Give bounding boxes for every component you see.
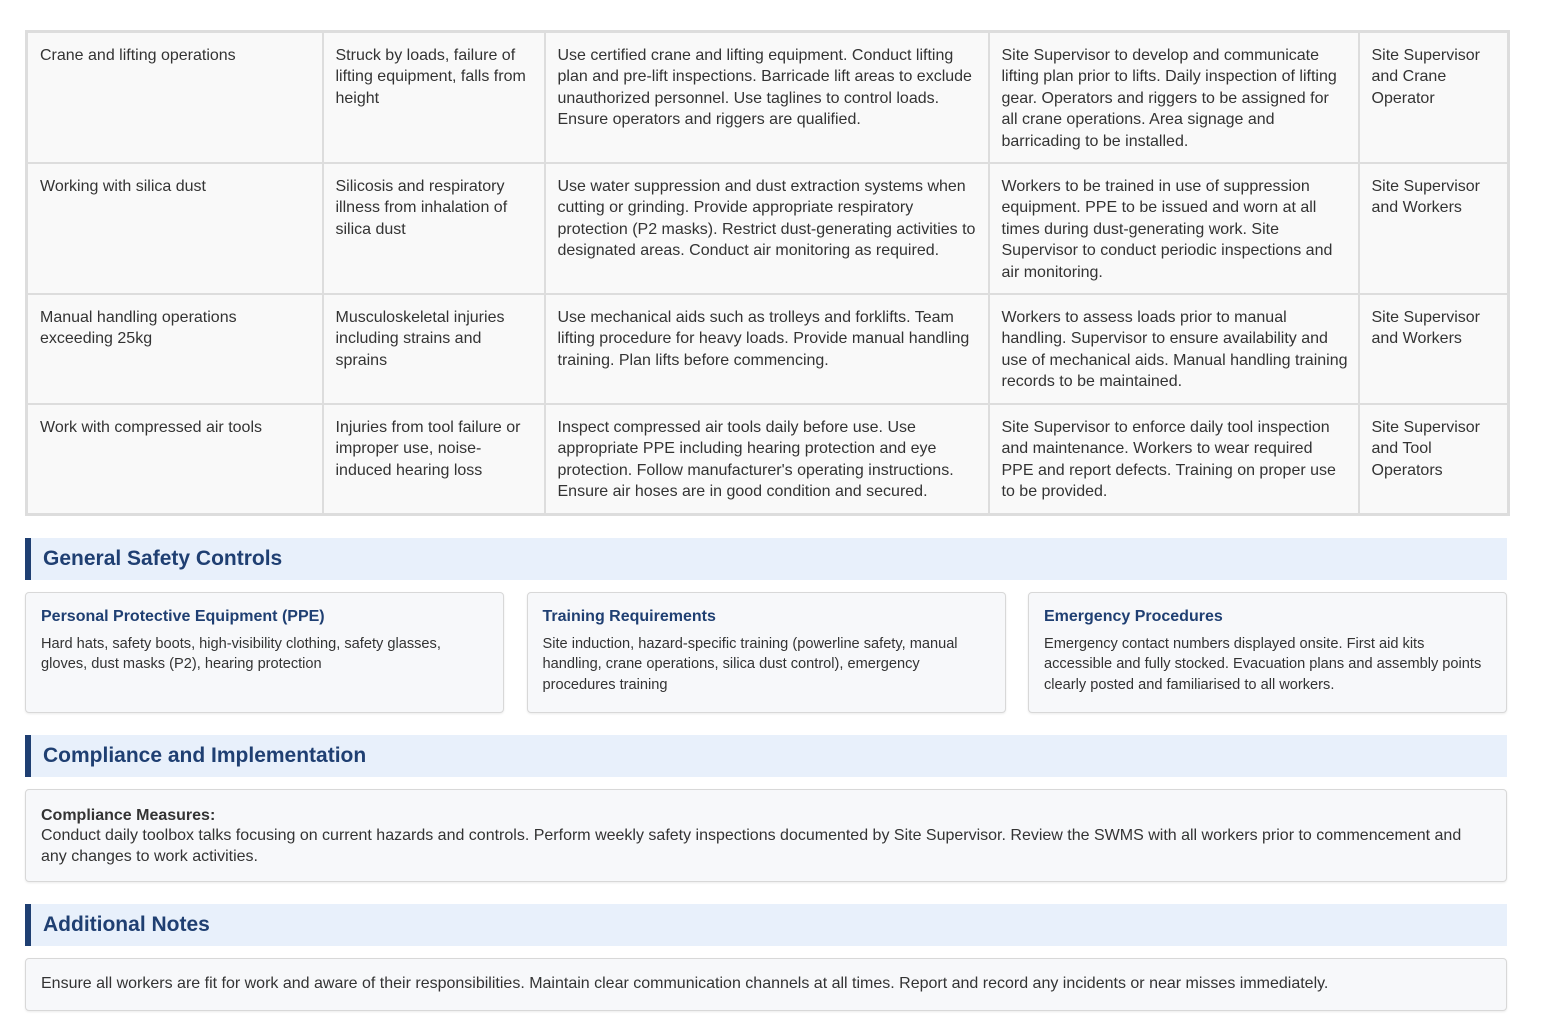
training-card-text: Site induction, hazard-specific training (powerline safety, manual handling, crane operations, silica dust control), emergency procedures training xyxy=(542,635,958,693)
emergency-card-title: Emergency Procedures xyxy=(1044,607,1223,625)
table-row xyxy=(27,163,1509,294)
swms-document xyxy=(25,30,1507,1011)
general-safety-heading: General Safety Controls xyxy=(25,538,1507,580)
emergency-card-text: Emergency contact numbers displayed onsite. First aid kits accessible and fully stocked. Evacuation plans and assembly points clearly posted and familiarised to all workers. xyxy=(1044,635,1482,693)
activity-cell: Crane and lifting operations xyxy=(27,32,323,164)
controls-cell: Use water suppression and dust extraction systems when cutting or grinding. Provide appropriate respiratory protection (P2 masks). Restrict dust-generating activities to designated areas. Conduct air monitoring as required. xyxy=(545,163,989,294)
activity-cell: Working with silica dust xyxy=(27,163,323,294)
table-row xyxy=(27,294,1509,404)
training-card xyxy=(527,592,1006,713)
ppe-card xyxy=(25,592,504,713)
hazard-cell: Musculoskeletal injuries including strains and sprains xyxy=(323,294,545,404)
training-card-title: Training Requirements xyxy=(542,607,716,625)
compliance-label: Compliance Measures: xyxy=(41,806,216,824)
compliance-text: Conduct daily toolbox talks focusing on current hazards and controls. Perform weekly safety inspections documented by Site Supervisor. Review the SWMS with all workers prior to commencement and any changes to work activities. xyxy=(41,827,1462,865)
compliance-box xyxy=(25,789,1507,883)
implementation-cell: Workers to be trained in use of suppression equipment. PPE to be issued and worn at all times during dust-generating work. Site Supervisor to conduct periodic inspections and air monitoring. xyxy=(989,163,1359,294)
activity-cell: Manual handling operations exceeding 25kg xyxy=(27,294,323,404)
ppe-card-title: Personal Protective Equipment (PPE) xyxy=(41,607,325,625)
implementation-cell: Site Supervisor to enforce daily tool inspection and maintenance. Workers to wear required PPE and report defects. Training on proper use to be provided. xyxy=(989,404,1359,514)
controls-cell: Use certified crane and lifting equipment. Conduct lifting plan and pre-lift inspections. Barricade lift areas to exclude unauthorized personnel. Use taglines to control loads. Ensure operators and riggers are qualified. xyxy=(545,32,989,164)
responsible-cell: Site Supervisor and Tool Operators xyxy=(1359,404,1509,514)
ppe-card-text: Hard hats, safety boots, high-visibility clothing, safety glasses, gloves, dust masks (P2), hearing protection xyxy=(41,635,441,673)
implementation-cell: Site Supervisor to develop and communicate lifting plan prior to lifts. Daily inspection of lifting gear. Operators and riggers to be assigned for all crane operations. Area signage and barricading to be installed. xyxy=(989,32,1359,164)
general-safety-cards xyxy=(25,592,1507,713)
notes-text: Ensure all workers are fit for work and aware of their responsibilities. Maintain clear communication channels at all times. Report and record any incidents or near misses immediately. xyxy=(41,975,1329,993)
responsible-cell: Site Supervisor and Workers xyxy=(1359,294,1509,404)
responsible-cell: Site Supervisor and Crane Operator xyxy=(1359,32,1509,164)
controls-cell: Inspect compressed air tools daily before use. Use appropriate PPE including hearing protection and eye protection. Follow manufacturer's operating instructions. Ensure air hoses are in good condition and secured. xyxy=(545,404,989,514)
responsible-cell: Site Supervisor and Workers xyxy=(1359,163,1509,294)
emergency-card xyxy=(1028,592,1507,713)
hazard-cell: Injuries from tool failure or improper use, noise-induced hearing loss xyxy=(323,404,545,514)
table-row xyxy=(27,404,1509,514)
notes-heading: Additional Notes xyxy=(25,904,1507,946)
table-row xyxy=(27,32,1509,164)
compliance-heading: Compliance and Implementation xyxy=(25,735,1507,777)
implementation-cell: Workers to assess loads prior to manual handling. Supervisor to ensure availability and use of mechanical aids. Manual handling training records to be maintained. xyxy=(989,294,1359,404)
hazard-cell: Struck by loads, failure of lifting equipment, falls from height xyxy=(323,32,545,164)
hazard-table xyxy=(25,30,1510,516)
notes-box xyxy=(25,958,1507,1011)
activity-cell: Work with compressed air tools xyxy=(27,404,323,514)
hazard-cell: Silicosis and respiratory illness from inhalation of silica dust xyxy=(323,163,545,294)
controls-cell: Use mechanical aids such as trolleys and forklifts. Team lifting procedure for heavy loads. Provide manual handling training. Plan lifts before commencing. xyxy=(545,294,989,404)
